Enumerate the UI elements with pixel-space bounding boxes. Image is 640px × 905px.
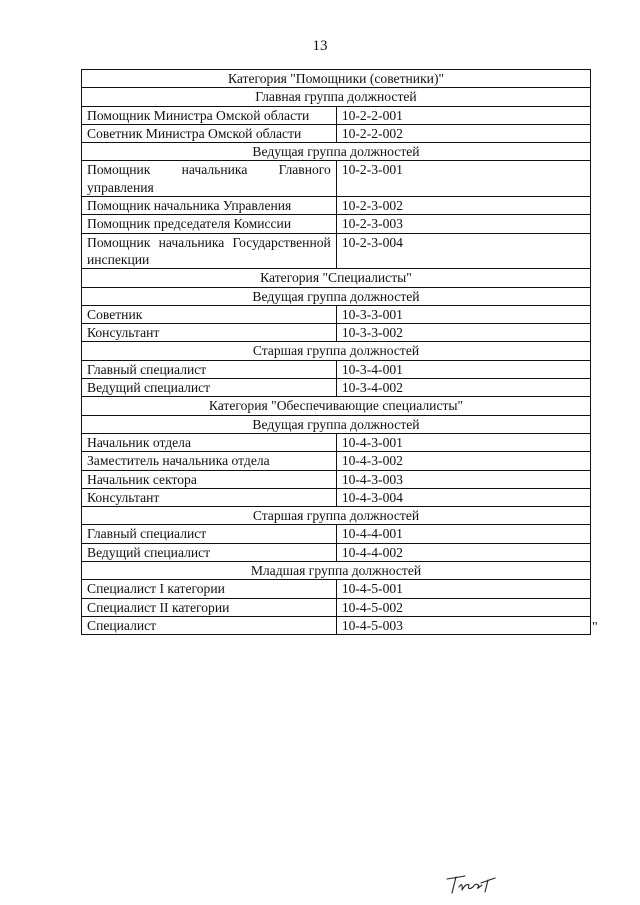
position-code: 10-4-5-002	[336, 598, 590, 616]
position-code: 10-3-3-001	[336, 305, 590, 323]
position-name: Начальник отдела	[82, 433, 337, 451]
table-row	[82, 470, 591, 488]
position-name: Помощник начальника Государственной инспекции	[82, 233, 337, 269]
group-header-row	[82, 88, 591, 106]
table-row	[82, 215, 591, 233]
group-header: Категория "Обеспечивающие специалисты"	[82, 397, 591, 415]
group-header-row	[82, 287, 591, 305]
position-name: Главный специалист	[82, 360, 337, 378]
position-name: Начальник сектора	[82, 470, 337, 488]
position-code: 10-2-3-001	[336, 161, 590, 197]
group-header: Старшая группа должностей	[82, 507, 591, 525]
position-code: 10-4-4-002	[336, 543, 590, 561]
group-header: Категория "Специалисты"	[82, 269, 591, 287]
position-code: 10-3-4-002	[336, 379, 590, 397]
table-row	[82, 452, 591, 470]
group-header-row	[82, 562, 591, 580]
positions-table-body	[82, 70, 591, 635]
position-name: Специалист I категории	[82, 580, 337, 598]
group-header-row	[82, 70, 591, 88]
position-code: 10-4-3-004	[336, 488, 590, 506]
table-row	[82, 161, 591, 197]
table-row	[82, 324, 591, 342]
table-row	[82, 598, 591, 616]
position-code: 10-4-3-001	[336, 433, 590, 451]
position-code: 10-4-3-002	[336, 452, 590, 470]
table-row	[82, 525, 591, 543]
table-row	[82, 124, 591, 142]
position-code: 10-2-2-001	[336, 106, 590, 124]
group-header: Ведущая группа должностей	[82, 143, 591, 161]
position-name: Ведущий специалист	[82, 379, 337, 397]
position-code: 10-2-3-002	[336, 197, 590, 215]
position-code: 10-2-3-003	[336, 215, 590, 233]
position-name: Помощник начальника Управления	[82, 197, 337, 215]
group-header: Ведущая группа должностей	[82, 287, 591, 305]
group-header: Категория "Помощники (советники)"	[82, 70, 591, 88]
group-header-row	[82, 342, 591, 360]
position-code: 10-4-5-003	[336, 616, 590, 634]
table-row	[82, 360, 591, 378]
group-header-row	[82, 143, 591, 161]
position-name: Заместитель начальника отдела	[82, 452, 337, 470]
position-name: Помощник начальника Главного управления	[82, 161, 337, 197]
position-name: Главный специалист	[82, 525, 337, 543]
group-header-row	[82, 415, 591, 433]
position-name: Советник Министра Омской области	[82, 124, 337, 142]
group-header: Главная группа должностей	[82, 88, 591, 106]
group-header: Младшая группа должностей	[82, 562, 591, 580]
position-code: 10-4-5-001	[336, 580, 590, 598]
position-name: Консультант	[82, 324, 337, 342]
closing-quote: "	[592, 620, 598, 635]
group-header-row	[82, 269, 591, 287]
group-header-row	[82, 397, 591, 415]
position-code: 10-3-3-002	[336, 324, 590, 342]
table-row	[82, 197, 591, 215]
table-row	[82, 433, 591, 451]
position-code: 10-4-4-001	[336, 525, 590, 543]
position-name: Помощник председателя Комиссии	[82, 215, 337, 233]
table-row	[82, 233, 591, 269]
group-header: Ведущая группа должностей	[82, 415, 591, 433]
table-row	[82, 543, 591, 561]
signature	[445, 873, 511, 897]
group-header-row	[82, 507, 591, 525]
position-code: 10-2-2-002	[336, 124, 590, 142]
position-code: 10-4-3-003	[336, 470, 590, 488]
position-name: Помощник Министра Омской области	[82, 106, 337, 124]
position-name: Специалист	[82, 616, 337, 634]
table-row	[82, 616, 591, 634]
position-name: Советник	[82, 305, 337, 323]
table-row	[82, 305, 591, 323]
positions-table	[81, 69, 591, 635]
table-row	[82, 580, 591, 598]
page-number: 13	[312, 38, 328, 54]
position-name: Консультант	[82, 488, 337, 506]
position-code: 10-3-4-001	[336, 360, 590, 378]
position-name: Специалист II категории	[82, 598, 337, 616]
position-name: Ведущий специалист	[82, 543, 337, 561]
table-row	[82, 106, 591, 124]
table-row	[82, 379, 591, 397]
position-code: 10-2-3-004	[336, 233, 590, 269]
group-header: Старшая группа должностей	[82, 342, 591, 360]
table-row	[82, 488, 591, 506]
